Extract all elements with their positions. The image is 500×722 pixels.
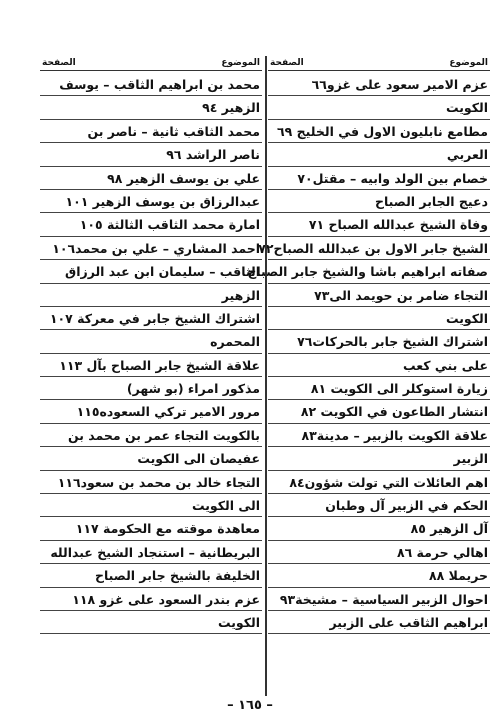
header-page: الصفحة bbox=[270, 58, 304, 68]
index-entry: محمد الثاقب ثانية – ناصر بن bbox=[40, 120, 262, 143]
index-entry: التجاء ضامر بن حويمد الى٧٣ bbox=[268, 284, 490, 307]
index-entry: عزم بندر السعود على غزو ١١٨ bbox=[40, 588, 262, 611]
index-entry: بالكويت التجاء عمر بن محمد بن bbox=[40, 424, 262, 447]
index-entry: الخليفة بالشيخ جابر الصباح bbox=[40, 564, 262, 587]
index-entry: الثاقب – سليمان ابن عبد الرزاق bbox=[40, 260, 262, 283]
index-entry: خصام بين الولد وابيه – مقتل٧٠ bbox=[268, 167, 490, 190]
index-entry: معاهدة موقته مع الحكومة ١١٧ bbox=[40, 517, 262, 540]
index-column-left bbox=[40, 56, 262, 696]
index-entry: الزهير bbox=[40, 284, 262, 307]
column-header bbox=[268, 56, 490, 71]
index-entry: الكويت bbox=[268, 307, 490, 330]
index-entries bbox=[40, 73, 262, 634]
index-entry: اهم العائلات التي تولت شؤون٨٤ bbox=[268, 471, 490, 494]
index-entry: مذكور امراء (بو شهر) bbox=[40, 377, 262, 400]
header-topic: الموضوع bbox=[449, 58, 488, 68]
index-entry: امارة محمد الثاقب الثالثة ١٠٥ bbox=[40, 213, 262, 236]
index-entry: زيارة استوكلر الى الكويت ٨١ bbox=[268, 377, 490, 400]
index-entry: ابراهيم الثاقب على الزبير bbox=[268, 611, 490, 634]
index-entry: على بني كعب bbox=[268, 354, 490, 377]
index-entry: الزبير bbox=[268, 447, 490, 470]
index-entry: ناصر الراشد ٩٦ bbox=[40, 143, 262, 166]
index-entry: صفاته ابراهيم باشا والشيخ جابر الصباح bbox=[268, 260, 490, 283]
index-entry: الكويت bbox=[268, 96, 490, 119]
index-entry: احوال الزبير السياسية – مشيخة٩٣ bbox=[268, 588, 490, 611]
index-entry: حريملا ٨٨ bbox=[268, 564, 490, 587]
index-entry: الزهير ٩٤ bbox=[40, 96, 262, 119]
index-entry: آل الزهير ٨٥ bbox=[268, 517, 490, 540]
column-divider bbox=[265, 56, 267, 696]
index-entry: البريطانية – استنجاد الشيخ عبدالله bbox=[40, 541, 262, 564]
index-column-right bbox=[247, 56, 490, 696]
index-entry: الشيخ جابر الاول بن عبدالله الصباح٧٢ bbox=[268, 237, 490, 260]
index-entry: عبدالرزاق بن يوسف الزهير ١٠١ bbox=[40, 190, 262, 213]
index-entry: العربي bbox=[268, 143, 490, 166]
index-entry: علي بن يوسف الزهير ٩٨ bbox=[40, 167, 262, 190]
header-topic: الموضوع bbox=[221, 58, 260, 68]
index-entries bbox=[247, 73, 490, 634]
index-entry: اشتراك الشيخ جابر بالحركات٧٦ bbox=[268, 330, 490, 353]
index-entry: الى الكويت bbox=[40, 494, 262, 517]
index-entry: محمد بن ابراهيم الثاقب – يوسف bbox=[40, 73, 262, 96]
index-entry: الكويت bbox=[40, 611, 262, 634]
index-entry: التجاء خالد بن محمد بن سعود١١٦ bbox=[40, 471, 262, 494]
index-entry: احمد المشاري – علي بن محمد١٠٦ bbox=[40, 237, 262, 260]
index-entry: عزم الامير سعود على غزو٦٦ bbox=[268, 73, 490, 96]
index-entry: علاقة الشيخ جابر الصباح بآل ١١٣ bbox=[40, 354, 262, 377]
index-entry: علاقة الكويت بالزبير – مدينة٨٣ bbox=[268, 424, 490, 447]
index-entry: دعيج الجابر الصباح bbox=[268, 190, 490, 213]
index-entry: وفاة الشيخ عبدالله الصباح ٧١ bbox=[268, 213, 490, 236]
index-entry: اهالي حرمة ٨٦ bbox=[268, 541, 490, 564]
index-entry: اشتراك الشيخ جابر في معركة ١٠٧ bbox=[40, 307, 262, 330]
index-entry: مرور الامير تركي السعوده١١٥ bbox=[40, 400, 262, 423]
index-entry: عفيصان الى الكويت bbox=[40, 447, 262, 470]
page-number: – ١٦٥ – bbox=[227, 698, 273, 713]
index-entry: المحمره bbox=[40, 330, 262, 353]
index-entry: انتشار الطاعون في الكويت ٨٢ bbox=[268, 400, 490, 423]
column-header bbox=[40, 56, 262, 71]
header-page: الصفحة bbox=[42, 58, 76, 68]
index-entry: الحكم في الزبير آل وطبان bbox=[268, 494, 490, 517]
index-entry: مطامع نابليون الاول في الخليج ٦٩ bbox=[268, 120, 490, 143]
